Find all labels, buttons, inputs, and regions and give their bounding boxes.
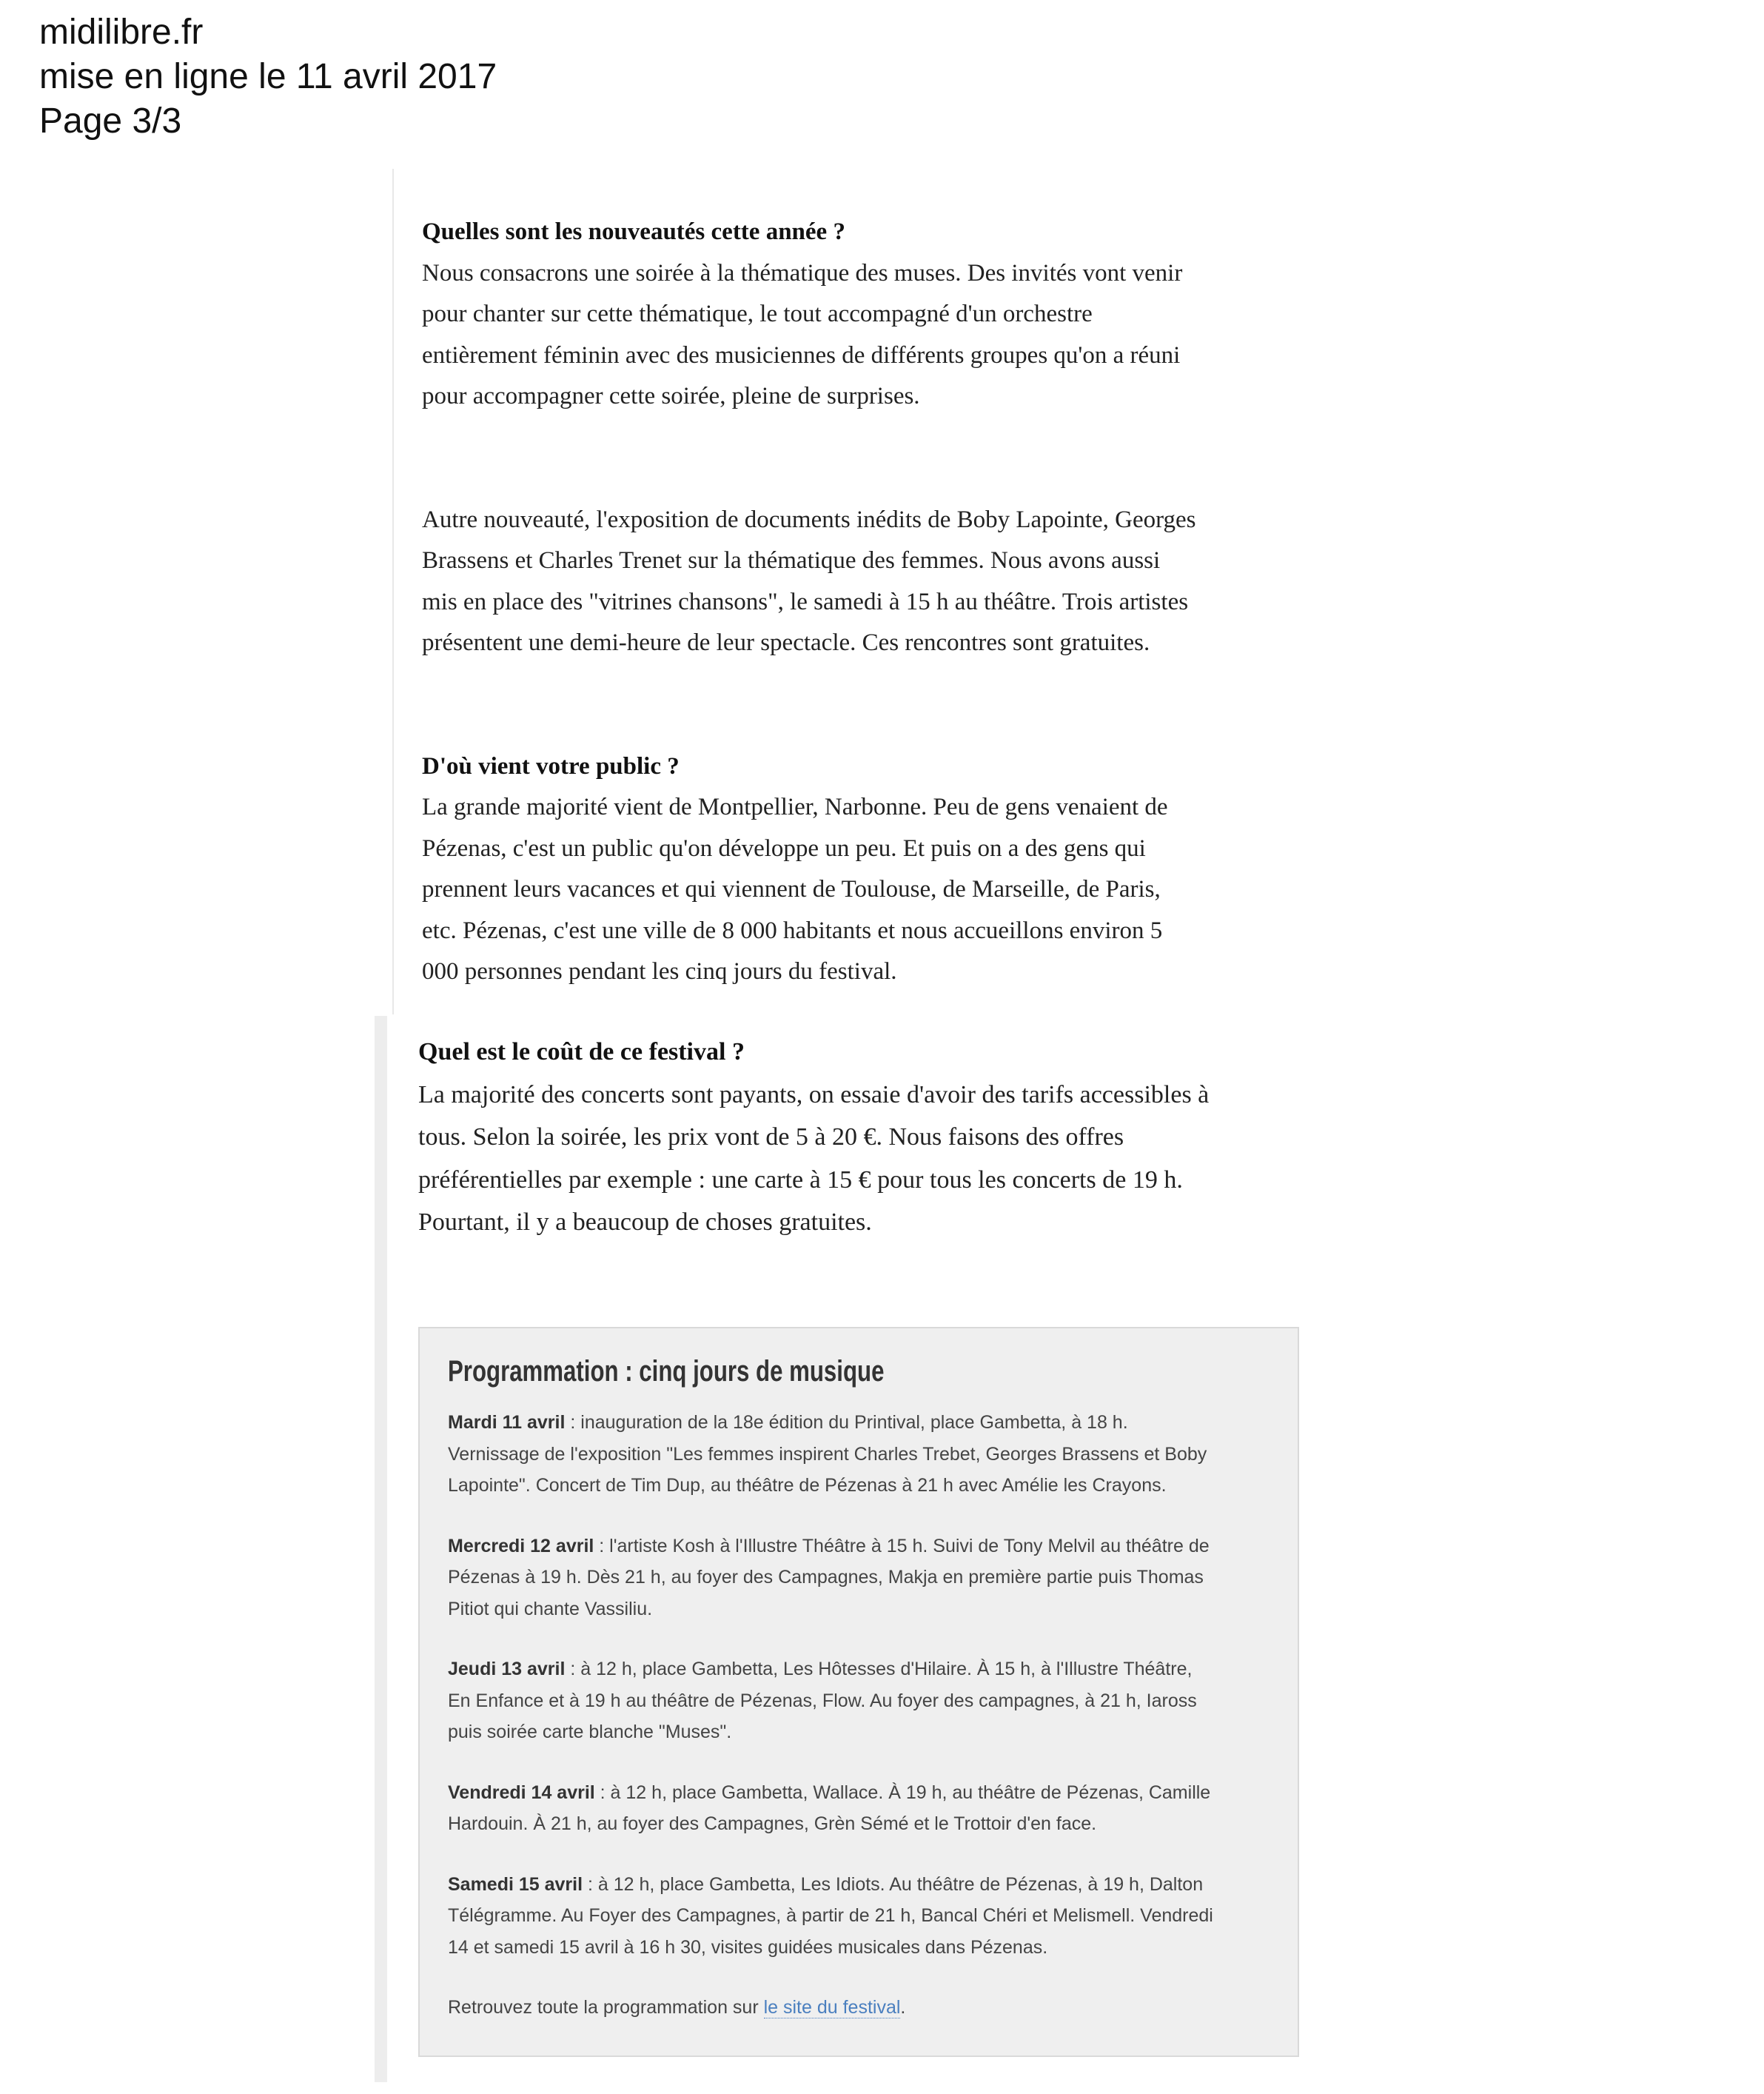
answer-line: etc. Pézenas, c'est une ville de 8 000 habitants et nous accueillons environ 5 [422,917,1163,944]
article-body-top [422,212,1273,993]
footer-text: Retrouvez toute la programmation sur [448,1997,764,2018]
programme-title: Programmation : cinq jours de musique [448,1355,885,1388]
day-text: : l'artiste Kosh à l'Illustre Théâtre à 15 h. Suivi de Tony Melvil au théâtre de [594,1535,1210,1556]
article-body-bottom [418,1031,1307,1244]
article-section-top [392,169,1282,1014]
answer-line: 000 personnes pendant les cinq jours du festival. [422,958,897,985]
answer-line: Pourtant, il y a beaucoup de choses gratuites. [418,1208,872,1236]
programme-day-line: Lapointe". Concert de Tim Dup, au théâtre de Pézenas à 21 h avec Amélie les Crayons. [448,1475,1167,1496]
programme-day-line [448,1653,1277,1685]
answer-line: Autre nouveauté, l'exposition de documents inédits de Boby Lapointe, Georges [422,506,1196,533]
festival-site-link[interactable]: le site du festival [763,1997,901,2018]
day-label: Mercredi 12 avril [448,1535,594,1556]
source-label: midilibre.fr [39,13,204,52]
answer-line: prennent leurs vacances et qui viennent de Toulouse, de Marseille, de Paris, [422,876,1161,903]
answer-line: mis en place des "vitrines chansons", le samedi à 15 h au théâtre. Trois artistes [422,588,1189,615]
programme-box [418,1327,1299,2057]
footer-end: . [900,1997,906,2018]
day-text: : inauguration de la 18e édition du Printival, place Gambetta, à 18 h. [565,1412,1128,1433]
programme-day-vendredi [448,1777,1277,1840]
question-cout: Quel est le coût de ce festival ? [418,1038,745,1066]
day-text: : à 12 h, place Gambetta, Wallace. À 19 h, au théâtre de Pézenas, Camille [594,1782,1211,1803]
programme-day-line [448,1777,1277,1809]
programme-footer [448,1992,1277,2024]
paragraph-spacer [422,418,1273,500]
answer-line: pour accompagner cette soirée, pleine de surprises. [422,383,920,409]
answer-line: entièrement féminin avec des musiciennes de différents groupes qu'on a réuni [422,341,1181,369]
question-public: D'où vient votre public ? [422,752,680,780]
answer-line: La grande majorité vient de Montpellier, Narbonne. Peu de gens venaient de [422,794,1168,820]
answer-line: préférentielles par exemple : une carte à 15 € pour tous les concerts de 19 h. [418,1165,1183,1194]
answer-line: Brassens et Charles Trenet sur la thématique des femmes. Nous avons aussi [422,547,1161,574]
programme-day-line: Pézenas à 19 h. Dès 21 h, au foyer des Campagnes, Makja en première partie puis Thomas [448,1567,1204,1588]
publication-date: mise en ligne le 11 avril 2017 [39,57,497,96]
question-nouveautes: Quelles sont les nouveautés cette année ? [422,218,845,245]
programme-day-line [448,1869,1277,1901]
programme-day-line [448,1531,1277,1562]
page-number: Page 3/3 [39,101,182,141]
answer-line: présentent une demi-heure de leur spectacle. Ces rencontres sont gratuites. [422,629,1150,656]
day-label: Samedi 15 avril [448,1873,583,1895]
programme-day-mardi [448,1407,1277,1502]
programme-day-line: puis soirée carte blanche "Muses". [448,1722,732,1742]
programme-content [448,1351,1277,2024]
day-label: Mardi 11 avril [448,1412,566,1433]
programme-day-line: Vernissage de l'exposition "Les femmes inspirent Charles Trebet, Georges Brassens et Boby [448,1443,1207,1465]
programme-day-line: Hardouin. À 21 h, au foyer des Campagnes, Grèn Sémé et le Trottoir d'en face. [448,1813,1097,1834]
answer-line: Nous consacrons une soirée à la thématique des muses. Des invités vont venir [422,259,1183,287]
programme-day-line [448,1407,1277,1439]
document-header [39,10,497,144]
answer-line: tous. Selon la soirée, les prix vont de 5 à 20 €. Nous faisons des offres [418,1123,1124,1151]
programme-day-line: Télégramme. Au Foyer des Campagnes, à partir de 21 h, Bancal Chéri et Melismell. Vendredi [448,1905,1213,1926]
day-text: : à 12 h, place Gambetta, Les Idiots. Au théâtre de Pézenas, à 19 h, Dalton [583,1873,1204,1895]
answer-line: Pézenas, c'est un public qu'on développe un peu. Et puis on a des gens qui [422,834,1146,862]
day-label: Vendredi 14 avril [448,1782,595,1803]
paragraph-spacer [422,664,1273,746]
day-text: : à 12 h, place Gambetta, Les Hôtesses d'Hilaire. À 15 h, à l'Illustre Théâtre, [565,1659,1193,1679]
answer-line: pour chanter sur cette thématique, le tout accompagné d'un orchestre [422,301,1093,327]
programme-day-line: 14 et samedi 15 avril à 16 h 30, visites guidées musicales dans Pézenas. [448,1936,1048,1958]
programme-day-line: Pitiot qui chante Vassiliu. [448,1598,653,1619]
day-label: Jeudi 13 avril [448,1659,566,1679]
programme-day-jeudi [448,1653,1277,1748]
programme-day-mercredi [448,1531,1277,1625]
answer-line: La majorité des concerts sont payants, on essaie d'avoir des tarifs accessibles à [418,1080,1210,1108]
programme-day-line: En Enfance et à 19 h au théâtre de Pézenas, Flow. Au foyer des campagnes, à 21 h, Iaross [448,1690,1197,1711]
programme-day-samedi [448,1869,1277,1964]
